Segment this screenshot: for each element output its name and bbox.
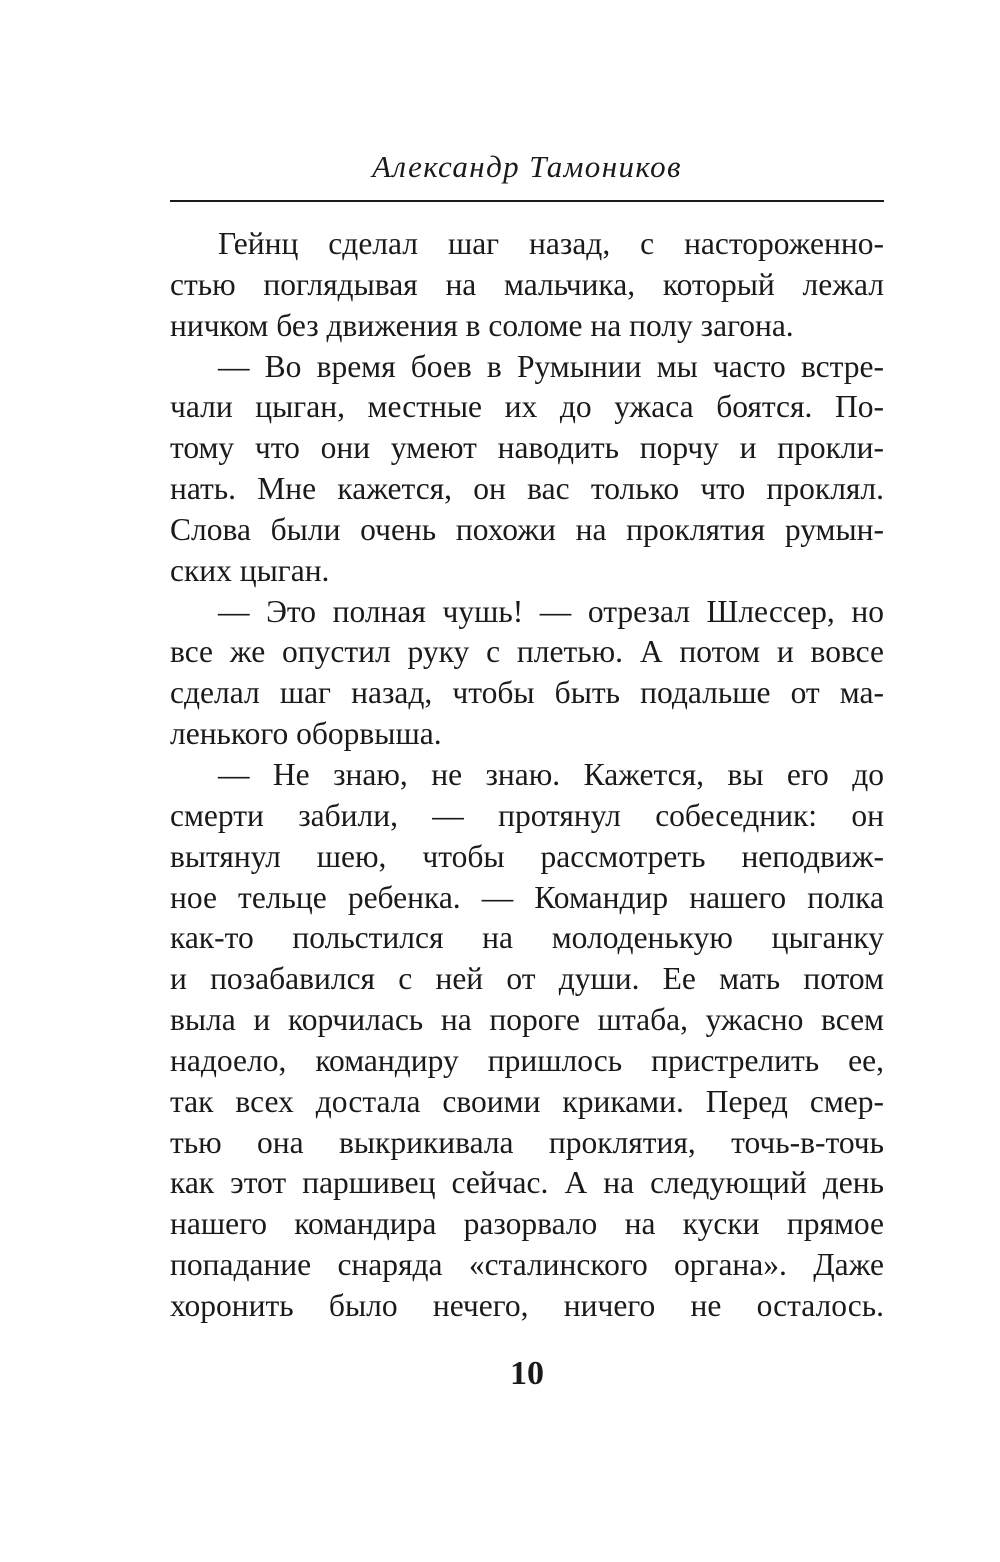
text-line: — Во время боев в Румынии мы часто встре- [218,348,884,384]
text-line: тью она выкрикивала проклятия, точь-в-точь [170,1124,884,1160]
body-text [170,224,884,1327]
text-line: как этот паршивец сейчас. А на следующий день [170,1165,884,1201]
text-line: стью поглядывая на мальчика, который лежал [170,266,884,302]
text-line: сделал шаг назад, чтобы быть подальше от ма- [170,675,884,711]
text-line: чали цыган, местные их до ужаса боятся. По- [170,389,884,425]
text-line: ленького оборвыша. [170,716,442,752]
text-line: ских цыган. [170,552,330,588]
text-line: и позабавился с ней от души. Ее мать потом [170,961,884,997]
text-line: Слова были очень похожи на проклятия румын- [170,511,884,547]
text-line: как-то польстился на молоденькую цыганку [170,920,884,956]
text-line: — Не знаю, не знаю. Кажется, вы его до [218,756,884,792]
text-line: так всех достала своими криками. Перед смер- [170,1083,884,1119]
text-line: тому что они умеют наводить порчу и прокли- [170,430,884,466]
running-head-author: Александр Тамоников [372,149,682,184]
text-line: — Это полная чушь! — отрезал Шлессер, но [218,593,884,629]
text-line: нать. Мне кажется, он вас только что проклял. [170,471,884,507]
page-number: 10 [510,1355,544,1392]
text-line: надоело, командиру пришлось пристрелить ее, [170,1042,884,1078]
text-line: вытянул шею, чтобы рассмотреть неподвиж- [170,838,884,874]
text-line: ное тельце ребенка. — Командир нашего полка [170,879,884,915]
text-line: ничком без движения в соломе на полу загона. [170,307,794,343]
text-line: нашего командира разорвало на куски прямое [170,1206,884,1242]
text-line: все же опустил руку с плетью. А потом и вовсе [170,634,884,670]
header-rule [170,200,884,202]
text-line: попадание снаряда «сталинского органа». Даже [170,1247,884,1283]
text-line: хоронить было нечего, ничего не осталось. [170,1287,884,1323]
text-line: смерти забили, — протянул собеседник: он [170,797,884,833]
text-line: выла и корчилась на пороге штаба, ужасно всем [170,1002,884,1038]
text-line: Гейнц сделал шаг назад, с настороженно- [218,226,884,261]
